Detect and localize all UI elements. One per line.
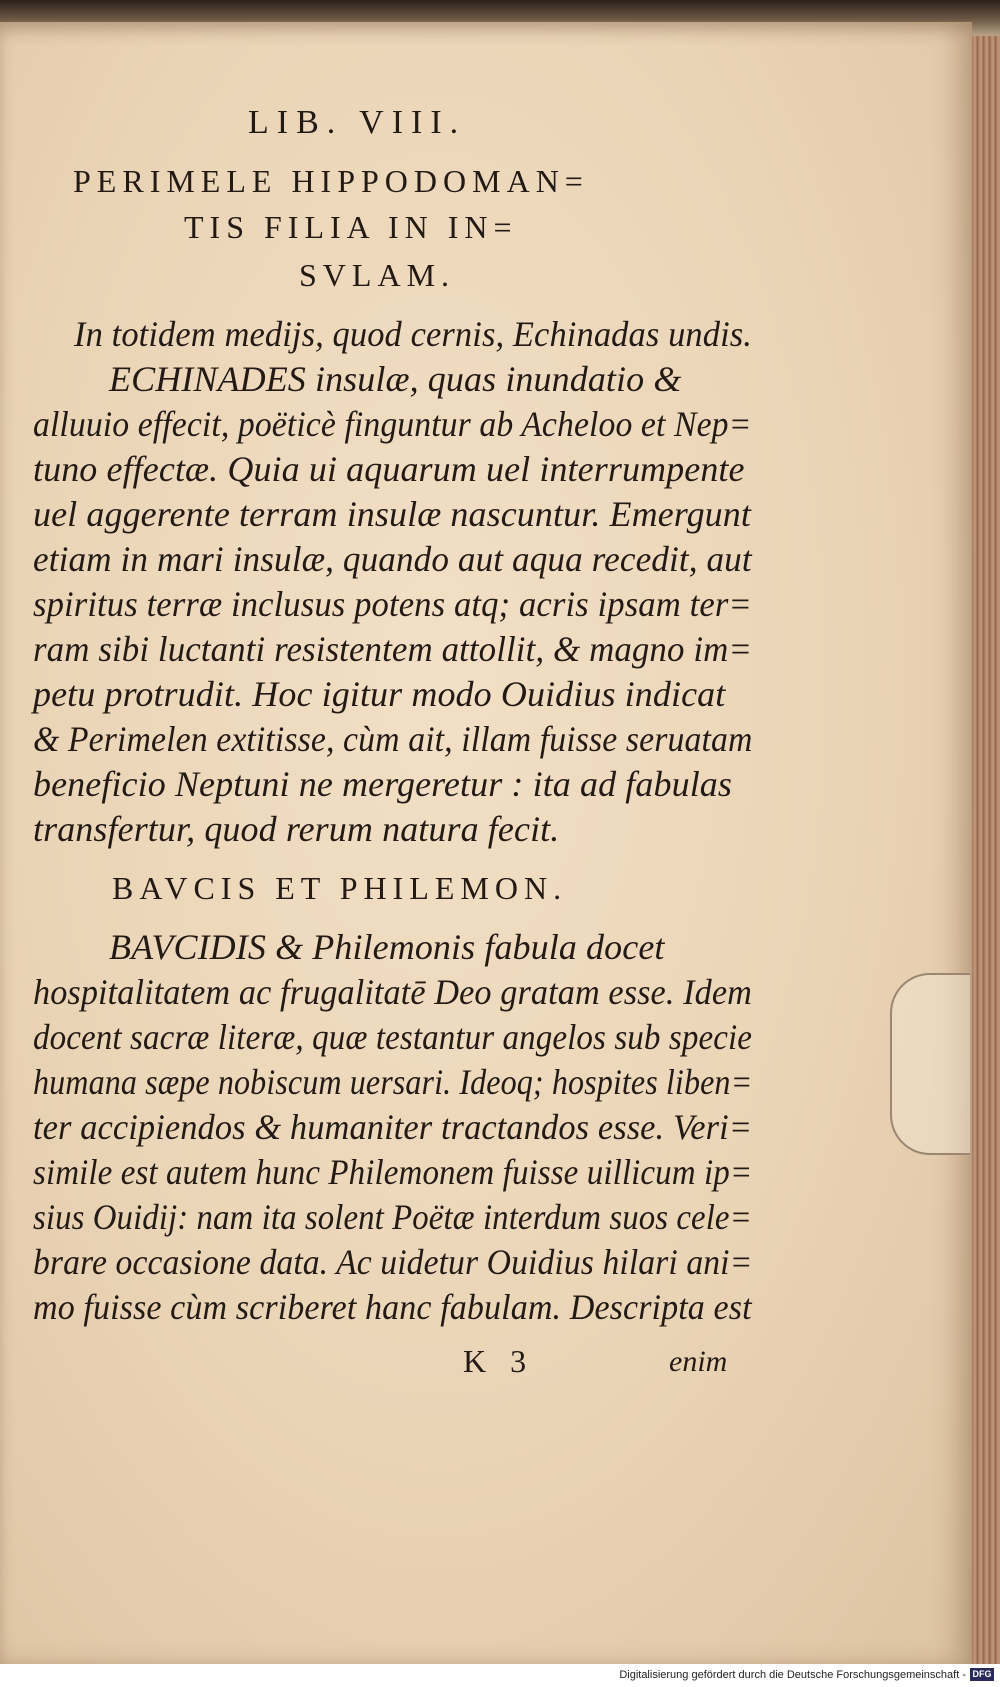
text-line: docent sacræ literæ, quæ testantur angelos sub specie xyxy=(33,1017,753,1057)
page-fore-edge xyxy=(972,36,1000,1664)
text-line: etiam in mari insulæ, quando aut aqua recedit, aut xyxy=(33,539,752,579)
text-line: & Perimelen extitisse, cùm ait, illam fuisse seruatam xyxy=(33,719,753,759)
text-line: transfertur, quod rerum natura fecit. xyxy=(33,809,560,849)
text-line: simile est autem hunc Philemonem fuisse uillicum ip= xyxy=(33,1152,753,1192)
catchword: enim xyxy=(669,1345,728,1378)
text-line: sius Ouidij: nam ita solent Poëtæ interdum suos cele= xyxy=(33,1197,752,1237)
verse-line: In totidem medijs, quod cernis, Echinadas undis. xyxy=(74,314,753,354)
text-line: BAVCIDIS & Philemonis fabula docet xyxy=(109,927,665,967)
text-line: humana sæpe nobiscum uersari. Ideoq; hospites liben= xyxy=(33,1062,753,1102)
footer-credit: Digitalisierung gefördert durch die Deutsche Forschungsgemeinschaft - xyxy=(619,1669,966,1681)
text-line: tuno effectæ. Quia ui aquarum uel interrumpente xyxy=(33,449,745,489)
heading1-line: TIS FILIA IN IN= xyxy=(184,209,518,245)
text-line: mo fuisse cùm scriberet hanc fabulam. Descripta est xyxy=(33,1287,752,1327)
text-line: ECHINADES insulæ, quas inundatio & xyxy=(109,359,682,399)
text-line: ram sibi luctanti resistentem attollit, & magno im= xyxy=(33,629,753,669)
running-head: LIB. VIII. xyxy=(248,104,467,141)
text-line: alluuio effecit, poëticè finguntur ab Acheloo et Nep= xyxy=(33,404,752,444)
text-line: spiritus terræ inclusus potens atq; acris ipsam ter= xyxy=(33,584,752,624)
book-clip xyxy=(890,973,970,1155)
text-line: brare occasione data. Ac uidetur Ouidius hilari ani= xyxy=(33,1242,753,1282)
signature-mark: K 3 xyxy=(463,1343,535,1379)
text-line: uel aggerente terram insulæ nascuntur. Emergunt xyxy=(33,494,751,534)
heading2: BAVCIS ET PHILEMON. xyxy=(112,870,568,906)
text-line: beneficio Neptuni ne mergeretur : ita ad fabulas xyxy=(33,764,733,804)
heading1-line: SVLAM. xyxy=(299,257,456,293)
heading1-line: PERIMELE HIPPODOMAN= xyxy=(73,163,589,199)
dfg-logo: DFG xyxy=(970,1668,994,1681)
text-line: petu protrudit. Hoc igitur modo Ouidius indicat xyxy=(33,674,726,714)
text-line: hospitalitatem ac frugalitatē Deo gratam esse. Idem xyxy=(33,972,752,1012)
text-line: ter accipiendos & humaniter tractandos esse. Veri= xyxy=(33,1107,753,1147)
